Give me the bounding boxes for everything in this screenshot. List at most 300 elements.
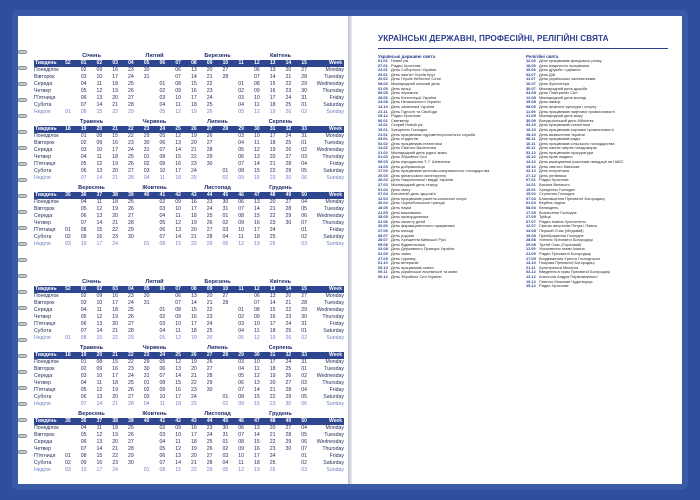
date-cell: 22 <box>269 394 276 400</box>
day-name: П'ятниця <box>34 387 56 393</box>
date-cell: 10 <box>253 321 260 327</box>
date-cell: 22 <box>285 81 292 87</box>
date-cell: 31 <box>301 359 308 365</box>
day-row <box>34 359 344 366</box>
date-cell: 31 <box>301 95 308 101</box>
holiday-date: 19.01 <box>378 127 388 132</box>
date-cell: 28 <box>285 206 292 212</box>
date-cell: 10 <box>175 432 182 438</box>
section-heading: Українські державні свята <box>378 54 436 59</box>
date-cell: 21 <box>269 206 276 212</box>
date-cell: 14 <box>96 446 103 452</box>
date-cell: 03 <box>301 380 308 386</box>
holiday-date: 29.08 <box>526 100 536 105</box>
date-cell: 21 <box>285 74 292 80</box>
holiday-date: 09.03 <box>378 160 388 165</box>
day-row <box>34 213 344 220</box>
date-cell: 08 <box>159 467 166 473</box>
date-cell: 04 <box>143 401 150 407</box>
date-cell: 23 <box>206 88 213 94</box>
holiday-date: 28.08 <box>526 238 536 243</box>
holiday-name: День працівників житлово-комунального господарства <box>391 169 490 174</box>
holiday-name: День працівників сільського господарства <box>539 141 615 146</box>
day-name-en: Tuesday <box>324 206 344 212</box>
date-cell: 30 <box>222 199 229 205</box>
week-number: 19 <box>80 126 87 132</box>
date-cell: 06 <box>238 199 245 205</box>
holiday-name: День бухгалтера <box>539 81 570 86</box>
date-cell: 14 <box>253 161 260 167</box>
date-cell: 30 <box>143 293 150 299</box>
date-cell: 30 <box>285 220 292 226</box>
date-cell: 21 <box>206 300 213 306</box>
date-cell: 21 <box>269 161 276 167</box>
holiday-item <box>526 284 668 289</box>
date-cell: 25 <box>190 401 197 407</box>
week-number: 28 <box>222 352 229 358</box>
date-cell: 18 <box>269 140 276 146</box>
week-number: 04 <box>128 286 134 292</box>
day-name-en: Friday <box>329 321 344 327</box>
day-name: Понеділок <box>34 133 59 139</box>
date-cell: 23 <box>206 314 213 320</box>
holiday-name: День фізичної культури і спорту <box>539 104 597 109</box>
date-cell: 06 <box>301 401 308 407</box>
date-cell: 14 <box>190 74 197 80</box>
date-cell: 25 <box>127 154 134 160</box>
date-cell: 20 <box>269 199 276 205</box>
holiday-date: 05.10 <box>378 265 388 270</box>
week-number: 06 <box>159 286 166 292</box>
week-number: 02 <box>96 286 103 292</box>
date-cell: 29 <box>127 335 134 341</box>
date-cell: 24 <box>285 359 292 365</box>
day-name: Середа <box>34 81 53 87</box>
holiday-date: 28.05 <box>378 215 388 220</box>
holiday-date: 18.06 <box>526 63 536 68</box>
holiday-name: Міжнародний день театру <box>391 183 438 188</box>
holiday-name: Святих апостолів Петра і Павла <box>539 224 597 229</box>
date-cell: 15 <box>96 335 103 341</box>
holiday-date: 21.01 <box>378 132 388 137</box>
date-cell: 14 <box>175 460 182 466</box>
date-cell: 12 <box>175 335 182 341</box>
date-cell: 02 <box>159 88 166 94</box>
date-cell: 03 <box>238 321 245 327</box>
month-name: Жовтень <box>142 185 167 191</box>
date-cell: 04 <box>159 328 166 334</box>
date-cell: 24 <box>285 321 292 327</box>
date-cell: 06 <box>238 380 245 386</box>
date-cell: 12 <box>96 161 103 167</box>
month-name: Січень <box>82 53 101 59</box>
date-cell: 06 <box>238 425 245 431</box>
date-cell: 20 <box>269 425 276 431</box>
date-cell: 19 <box>190 335 197 341</box>
holiday-name: Стрітення Господнє <box>539 192 575 197</box>
month-header-row <box>34 278 344 286</box>
date-cell: 26 <box>285 373 292 379</box>
date-cell: 05 <box>159 446 166 452</box>
day-name-en: Monday <box>325 199 344 205</box>
week-number: 40 <box>143 418 150 424</box>
month-name: Вересень <box>78 411 105 417</box>
date-cell: 04 <box>80 154 87 160</box>
date-cell: 07 <box>175 300 182 306</box>
date-cell: 24 <box>206 206 213 212</box>
holiday-date: 27.06 <box>378 228 388 233</box>
day-name-en: Sunday <box>326 175 344 181</box>
calendar-band <box>34 52 344 116</box>
date-cell: 08 <box>159 154 166 160</box>
holiday-date: 16.11 <box>526 141 536 146</box>
date-cell: 21 <box>190 373 197 379</box>
week-number: 23 <box>143 352 150 358</box>
day-row <box>34 460 344 467</box>
day-name-en: Sunday <box>326 401 344 407</box>
calendar-band <box>34 278 344 342</box>
day-name: П'ятниця <box>34 453 56 459</box>
date-cell: 24 <box>190 394 197 400</box>
date-cell: 26 <box>285 109 292 115</box>
date-cell: 26 <box>269 241 276 247</box>
date-cell: 20 <box>190 366 197 372</box>
week-number: 21 <box>112 126 118 132</box>
holiday-name: День Збройних Сил <box>391 155 427 160</box>
date-cell: 30 <box>127 234 134 240</box>
day-name: Вівторок <box>34 206 55 212</box>
date-cell: 27 <box>127 95 134 101</box>
date-cell: 22 <box>206 307 213 313</box>
date-cell: 06 <box>159 366 166 372</box>
month-name: Березень <box>204 279 231 285</box>
holiday-date: 24.08 <box>378 100 388 105</box>
holiday-name: День ДАІ <box>539 72 556 77</box>
week-number: 14 <box>285 60 292 66</box>
holiday-name: Різдво Іоанна Хрестителя <box>539 219 586 224</box>
date-cell: 02 <box>159 199 166 205</box>
holiday-name: День фінансового моніторингу <box>391 173 447 178</box>
date-cell: 20 <box>190 227 197 233</box>
date-cell: 25 <box>127 425 134 431</box>
week-label-en: Week <box>329 126 342 132</box>
holiday-name: Різдво Христове <box>391 63 421 68</box>
date-cell: 10 <box>175 206 182 212</box>
date-cell: 03 <box>159 206 166 212</box>
week-number: 38 <box>112 418 118 424</box>
holiday-name: Всесвітній день здоров'я <box>391 192 436 197</box>
day-name-en: Tuesday <box>324 432 344 438</box>
date-cell: 10 <box>80 467 87 473</box>
date-cell: 13 <box>96 95 103 101</box>
holiday-name: День Державного Прапора України <box>391 247 455 252</box>
holiday-name: Різдво Пресвятої Богородиці <box>539 251 591 256</box>
date-cell: 07 <box>80 220 87 226</box>
week-number: 05 <box>143 286 150 292</box>
holiday-name: Успіння Пресвятої Богородиці <box>539 238 593 243</box>
date-cell: 19 <box>269 373 276 379</box>
date-cell: 20 <box>190 140 197 146</box>
binding-ring <box>18 194 27 198</box>
holiday-date: 13.12 <box>526 274 536 279</box>
holiday-name: День праці <box>391 86 411 91</box>
date-cell: 23 <box>112 234 119 240</box>
date-cell: 09 <box>96 140 103 146</box>
holidays-column-2 <box>526 54 668 289</box>
week-number: 04 <box>128 60 134 66</box>
day-row <box>34 206 344 213</box>
date-cell: 17 <box>175 168 182 174</box>
day-name: П'ятниця <box>34 227 56 233</box>
holiday-date: 04.12 <box>526 270 536 275</box>
holidays-page <box>352 16 682 484</box>
day-name: Вівторок <box>34 140 55 146</box>
day-name: Четвер <box>34 380 52 386</box>
date-cell: 22 <box>269 168 276 174</box>
holiday-name: Хрещення Господнє <box>391 127 428 132</box>
day-name-en: Thursday <box>322 380 344 386</box>
holiday-date: 07.04 <box>526 196 536 201</box>
holiday-name: День прав людини <box>539 155 573 160</box>
date-cell: 02 <box>80 67 87 73</box>
date-cell: 04 <box>80 81 87 87</box>
holiday-name: Святвечір <box>391 118 409 123</box>
date-cell: 11 <box>175 213 181 219</box>
date-cell: 11 <box>96 307 103 313</box>
date-cell: 27 <box>285 154 292 160</box>
date-cell: 23 <box>269 175 276 181</box>
date-cell: 07 <box>175 74 182 80</box>
day-name: Четвер <box>34 220 52 226</box>
holiday-date: 01.04 <box>378 187 388 192</box>
date-cell: 27 <box>206 366 213 372</box>
date-cell: 13 <box>253 199 260 205</box>
date-cell: 22 <box>112 335 119 341</box>
date-cell: 14 <box>96 220 103 226</box>
date-cell: 12 <box>96 314 103 320</box>
day-row <box>34 109 344 116</box>
holiday-name: Покрова Пресвятої Богородиці <box>539 261 595 266</box>
holiday-date: 08.09 <box>526 104 536 109</box>
date-cell: 13 <box>269 67 276 73</box>
holiday-date: 14.10 <box>526 261 536 266</box>
date-cell: 03 <box>143 394 150 400</box>
date-cell: 07 <box>253 74 260 80</box>
date-cell: 19 <box>269 147 276 153</box>
date-cell: 08 <box>80 453 87 459</box>
date-cell: 13 <box>96 168 103 174</box>
day-name-en: Sunday <box>326 467 344 473</box>
week-number: 12 <box>254 60 260 66</box>
holiday-date: 08.03 <box>378 81 388 86</box>
date-cell: 09 <box>80 234 87 240</box>
date-cell: 31 <box>143 74 150 80</box>
week-label-en: Week <box>329 60 342 66</box>
date-cell: 22 <box>285 307 292 313</box>
date-cell: 17 <box>112 74 119 80</box>
date-cell: 15 <box>253 168 260 174</box>
date-cell: 13 <box>269 293 276 299</box>
day-name: Субота <box>34 102 52 108</box>
holiday-date: 27.03 <box>378 183 388 188</box>
date-cell: 14 <box>96 401 103 407</box>
day-name: Неділя <box>34 401 51 407</box>
date-cell: 18 <box>175 175 182 181</box>
date-cell: 19 <box>190 109 197 115</box>
date-cell: 05 <box>159 109 166 115</box>
week-number: 19 <box>80 352 87 358</box>
date-cell: 15 <box>253 213 260 219</box>
date-cell: 09 <box>238 401 245 407</box>
date-cell: 14 <box>96 102 103 108</box>
date-cell: 22 <box>190 154 197 160</box>
day-name: Неділя <box>34 467 51 473</box>
date-cell: 15 <box>175 241 182 247</box>
date-cell: 25 <box>206 102 213 108</box>
day-row <box>34 335 344 342</box>
date-cell: 04 <box>301 161 308 167</box>
holiday-name: Міжнародний день рідної мови <box>391 150 447 155</box>
date-cell: 16 <box>253 175 260 181</box>
holiday-date: 21.09 <box>526 114 536 119</box>
date-cell: 01 <box>222 394 229 400</box>
date-cell: 06 <box>175 67 182 73</box>
day-name: Вівторок <box>34 366 55 372</box>
date-cell: 07 <box>80 446 87 452</box>
date-cell: 01 <box>222 439 229 445</box>
holiday-date: 20.02 <box>378 77 388 82</box>
week-number: 20 <box>96 352 103 358</box>
date-cell: 25 <box>190 175 197 181</box>
date-cell: 11 <box>238 460 244 466</box>
date-cell: 10 <box>96 147 103 153</box>
week-number: 27 <box>206 352 213 358</box>
date-cell: 15 <box>190 307 197 313</box>
date-cell: 03 <box>80 147 87 153</box>
day-name-en: Friday <box>329 95 344 101</box>
date-cell: 03 <box>80 300 87 306</box>
day-name: Субота <box>34 168 52 174</box>
holiday-name: Різдво Христове <box>539 178 569 183</box>
date-cell: 07 <box>80 401 87 407</box>
calendar-year-1 <box>34 52 344 250</box>
date-cell: 23 <box>206 199 213 205</box>
date-cell: 04 <box>238 102 245 108</box>
date-cell: 27 <box>127 213 134 219</box>
date-cell: 08 <box>159 241 166 247</box>
date-cell: 04 <box>238 140 245 146</box>
holiday-name: День знань <box>391 251 412 256</box>
date-cell: 25 <box>206 328 213 334</box>
holiday-date: 08.11 <box>526 137 536 142</box>
day-name-en: Friday <box>329 387 344 393</box>
holiday-name: Василя Великого <box>539 183 570 188</box>
holiday-date: 02.02 <box>378 141 388 146</box>
week-number: 50 <box>301 192 307 198</box>
date-cell: 11 <box>238 234 244 240</box>
date-cell: 25 <box>285 366 292 372</box>
day-row <box>34 147 344 154</box>
day-name-en: Wednesday <box>316 373 344 379</box>
date-cell: 09 <box>80 460 87 466</box>
date-cell: 29 <box>143 133 150 139</box>
week-number: 01 <box>80 286 87 292</box>
day-name-en: Saturday <box>323 328 344 334</box>
week-number: 49 <box>285 192 292 198</box>
date-cell: 31 <box>143 147 150 153</box>
date-cell: 15 <box>96 227 103 233</box>
date-cell: 10 <box>96 74 103 80</box>
day-row <box>34 220 344 227</box>
date-cell: 11 <box>254 366 260 372</box>
day-name: Субота <box>34 394 52 400</box>
day-name: Четвер <box>34 88 52 94</box>
holiday-date: 11.09 <box>526 247 536 252</box>
title-rule <box>378 48 668 49</box>
date-cell: 14 <box>269 74 276 80</box>
holiday-name: День науки <box>391 206 412 210</box>
date-cell: 08 <box>238 439 245 445</box>
day-row <box>34 227 344 234</box>
date-cell: 14 <box>269 300 276 306</box>
date-cell: 17 <box>96 241 103 247</box>
date-cell: 14 <box>175 234 182 240</box>
date-cell: 26 <box>206 109 213 115</box>
holiday-name: День української писемності та мови <box>391 270 458 275</box>
date-cell: 10 <box>175 95 182 101</box>
date-cell: 16 <box>269 314 276 320</box>
holiday-date: 21.09 <box>526 251 536 256</box>
date-cell: 01 <box>159 81 166 87</box>
date-cell: 05 <box>222 467 229 473</box>
date-cell: 09 <box>96 293 103 299</box>
date-cell: 28 <box>206 234 213 240</box>
week-number: 48 <box>269 418 276 424</box>
date-cell: 15 <box>190 81 197 87</box>
holiday-date: 27.05 <box>526 215 536 220</box>
date-cell: 28 <box>206 460 213 466</box>
holiday-date: 08.04 <box>526 206 536 210</box>
date-cell: 22 <box>112 453 119 459</box>
date-cell: 16 <box>96 460 103 466</box>
month-name: Червень <box>142 119 167 125</box>
holiday-name: День працівників статистики <box>539 123 591 128</box>
date-cell: 12 <box>175 133 182 139</box>
date-cell: 02 <box>301 373 308 379</box>
week-number: 37 <box>96 192 103 198</box>
day-name: Неділя <box>34 175 51 181</box>
date-cell: 01 <box>301 453 308 459</box>
date-cell: 29 <box>206 467 213 473</box>
day-name-en: Wednesday <box>316 81 344 87</box>
date-cell: 19 <box>269 109 276 115</box>
date-cell: 19 <box>112 206 119 212</box>
holiday-date: 17.05 <box>526 210 536 215</box>
holiday-name: Старий Новий рік <box>391 123 423 128</box>
date-cell: 24 <box>269 453 276 459</box>
date-cell: 17 <box>190 95 197 101</box>
date-cell: 14 <box>190 300 197 306</box>
week-number: 36 <box>80 418 87 424</box>
calendar-year-2 <box>34 278 344 476</box>
week-number: 23 <box>143 126 150 132</box>
date-cell: 13 <box>175 366 182 372</box>
date-cell: 20 <box>285 293 292 299</box>
holiday-name: День працівників статистики <box>391 141 443 146</box>
date-cell: 08 <box>238 394 245 400</box>
date-cell: 11 <box>96 81 103 87</box>
holiday-name: День Гідності та Свободи <box>391 109 438 114</box>
